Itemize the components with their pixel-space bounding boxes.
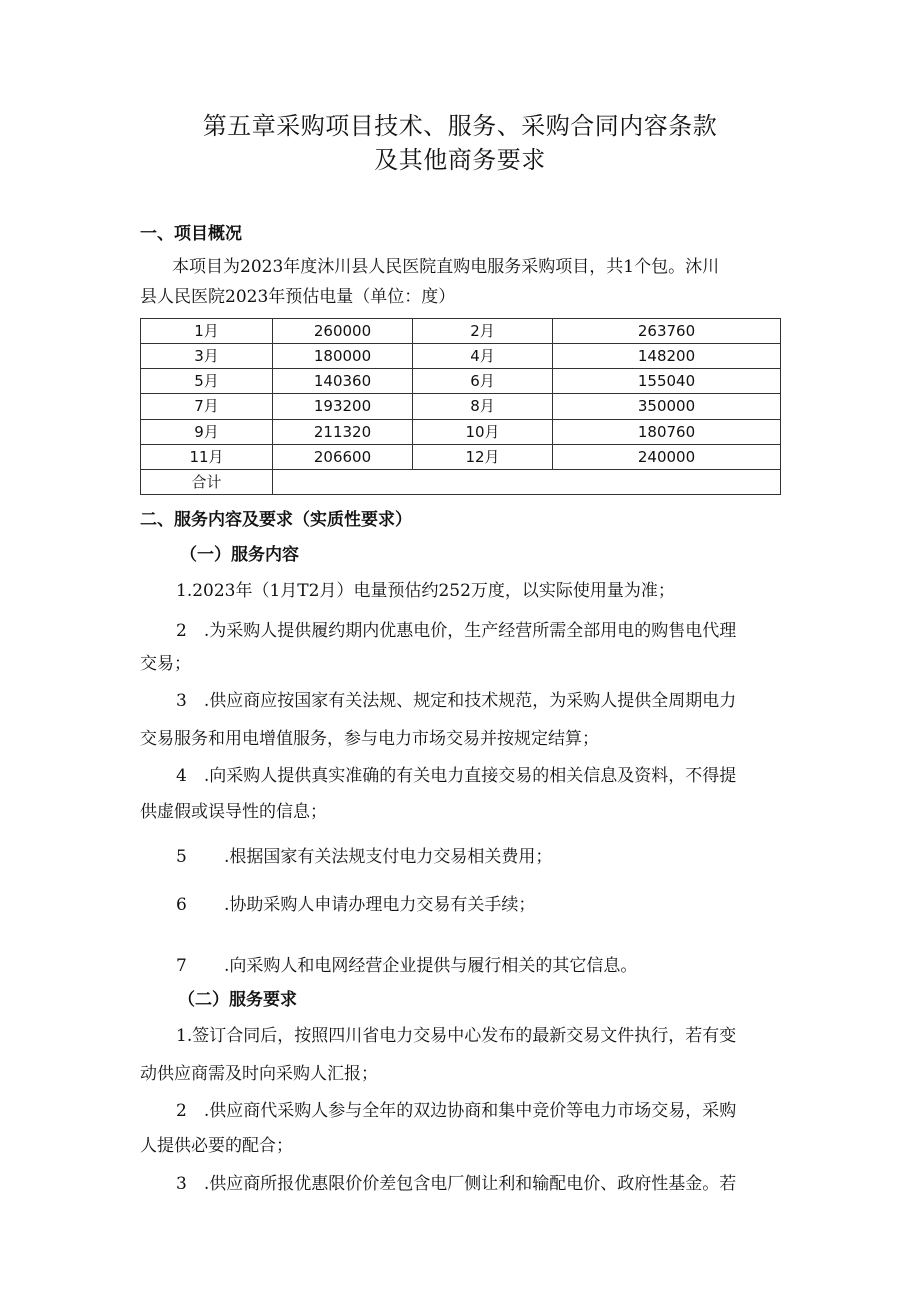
service-req-item1-line1: 1.签订合同后，按照四川省电力交易中心发布的最新交易文件执行，若有变 [176,1026,737,1046]
service-content-item7 [176,954,637,978]
month-cell: 4月 [413,344,553,369]
item-number: 5 [176,847,187,867]
value-cell: 140360 [273,369,413,394]
month-cell: 8月 [413,394,553,419]
service-content-item3-line1: 3 .供应商应按国家有关法规、规定和技术规范，为采购人提供全周期电力 [176,691,737,711]
value-cell: 180760 [553,419,781,444]
service-requirements-heading: （二）服务要求 [178,990,297,1010]
value-cell: 240000 [553,444,781,469]
table-row [141,369,781,394]
table-row [141,319,781,344]
month-cell: 12月 [413,444,553,469]
service-content-item2-line1: 2 .为采购人提供履约期内优惠电价，生产经营所需全部用电的购售电代理 [176,621,737,641]
month-cell: 10月 [413,419,553,444]
value-cell: 260000 [273,319,413,344]
month-cell: 5月 [141,369,273,394]
month-cell: 6月 [413,369,553,394]
value-cell: 206600 [273,444,413,469]
month-cell: 1月 [141,319,273,344]
month-cell: 11月 [141,444,273,469]
section1-heading: 一、项目概况 [140,224,242,244]
value-cell: 180000 [273,344,413,369]
service-req-item2-line2: 人提供必要的配合； [140,1136,293,1156]
service-req-item3-line1: 3 .供应商所报优惠限价价差包含电厂侧让利和输配电价、政府性基金。若 [176,1174,737,1194]
table-row [141,419,781,444]
service-req-item2-line1: 2 .供应商代采购人参与全年的双边协商和集中竞价等电力市场交易，采购 [176,1101,737,1121]
section1-intro-line1: 本项目为2023年度沐川县人民医院直购电服务采购项目，共1个包。沐川 [172,257,720,277]
section1-intro-line2: 县人民医院2023年预估电量（单位：度） [140,287,456,307]
item-text: .协助采购人申请办理电力交易有关手续； [224,895,536,915]
item-number: 7 [176,956,187,976]
electricity-usage-table [140,318,781,495]
page-title-line2: 及其他商务要求 [374,146,546,174]
month-cell: 7月 [141,394,273,419]
service-content-item1: 1.2023年（1月T2月）电量预估约252万度，以实际使用量为准； [176,581,675,601]
service-content-item6 [176,893,535,917]
value-cell: 211320 [273,419,413,444]
service-req-item1-line2: 动供应商需及时向采购人汇报； [140,1064,378,1084]
total-value-cell [273,469,781,494]
value-cell: 350000 [553,394,781,419]
service-content-item4-line1: 4 .向采购人提供真实准确的有关电力直接交易的相关信息及资料，不得提 [176,766,737,786]
value-cell: 155040 [553,369,781,394]
table-row [141,394,781,419]
item-text: .向采购人和电网经营企业提供与履行相关的其它信息。 [224,956,638,976]
value-cell: 148200 [553,344,781,369]
service-content-item4-line2: 供虚假或误导性的信息； [140,802,327,822]
section2-heading: 二、服务内容及要求（实质性要求） [140,510,412,530]
table-row [141,344,781,369]
month-cell: 3月 [141,344,273,369]
table-row [141,444,781,469]
total-label-cell: 合计 [141,469,273,494]
month-cell: 2月 [413,319,553,344]
value-cell: 263760 [553,319,781,344]
page-title-line1: 第五章采购项目技术、服务、采购合同内容条款 [202,112,718,140]
service-content-item5 [176,845,552,869]
service-content-heading: （一）服务内容 [180,545,299,565]
item-text: .根据国家有关法规支付电力交易相关费用； [224,847,553,867]
item-number: 6 [176,895,187,915]
value-cell: 193200 [273,394,413,419]
service-content-item3-line2: 交易服务和用电增值服务，参与电力市场交易并按规定结算； [140,729,599,749]
table-row-total [141,469,781,494]
service-content-item2-line2: 交易； [140,654,191,674]
month-cell: 9月 [141,419,273,444]
